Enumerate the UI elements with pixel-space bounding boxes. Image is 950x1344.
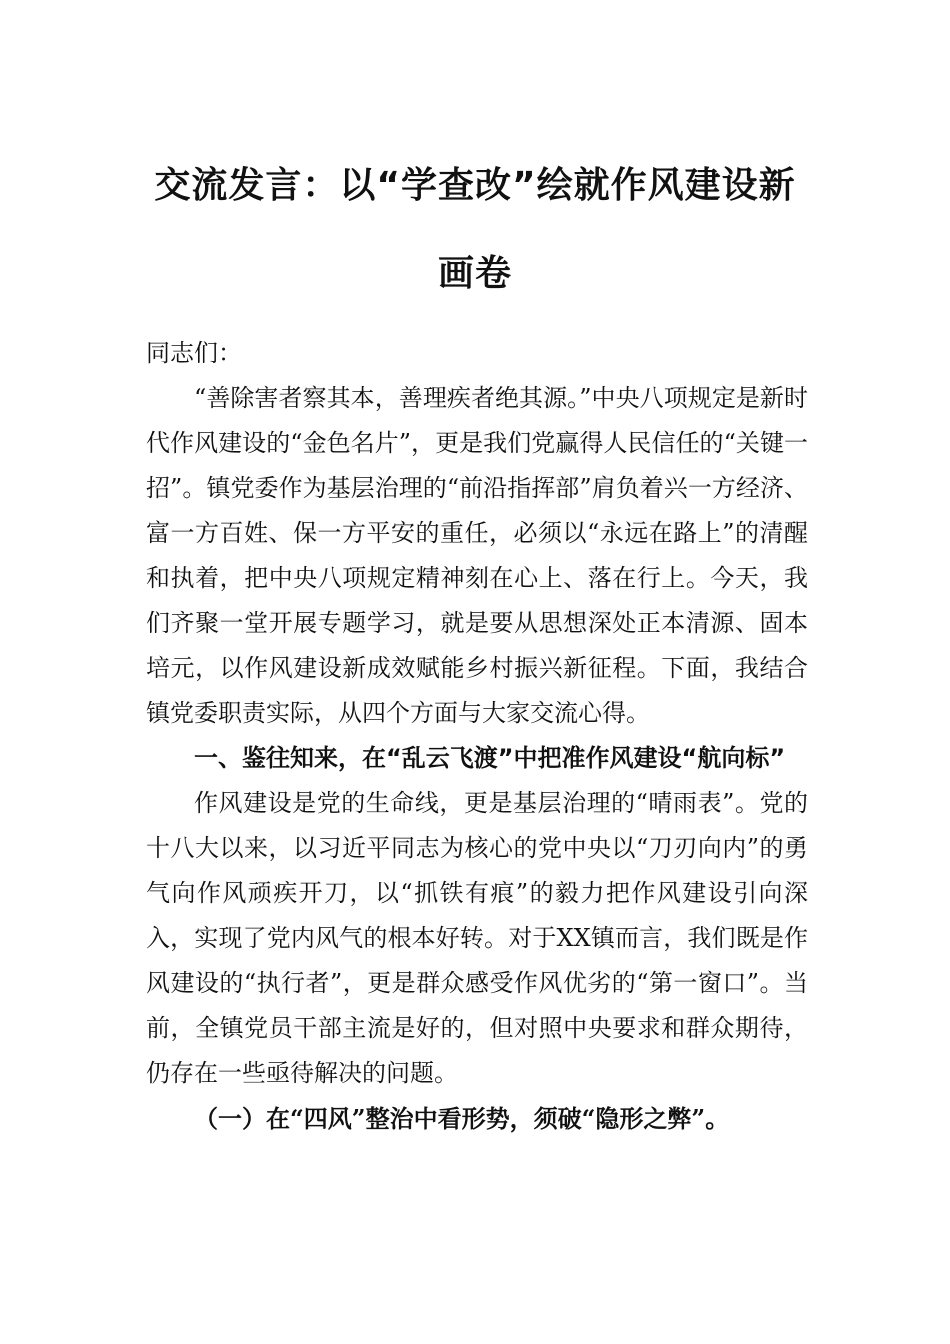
intro-paragraph: “善除害者察其本，善理疾者绝其源。”中央八项规定是新时代作风建设的“金色名片”，更是我们党赢得人民信任的“关键一招”。镇党委作为基层治理的“前沿指挥部”肩负着兴一方经济、富一方百姓、保一方平安的重任，必须以“永远在路上”的清醒和执着，把中央八项规定精神刻在心上、落在行上。今天，我们齐聚一堂开展专题学习，就是要从思想深处正本清源、固本培元，以作风建设新成效赋能乡村振兴新征程。下面，我结合镇党委职责实际，从四个方面与大家交流心得。 — [146, 384, 808, 727]
section-1-paragraph: 作风建设是党的生命线，更是基层治理的“晴雨表”。党的十八大以来，以习近平同志为核心的党中央以“刀刃向内”的勇气向作风顽疾开刀，以“抓铁有痕”的毅力把作风建设引向深入，实现了党内风气的根本好转。对于XX镇而言，我们既是作风建设的“执行者”，更是群众感受作风优劣的“第一窗口”。当前，全镇党员干部主流是好的，但对照中央要求和群众期待，仍存在一些亟待解决的问题。 — [146, 789, 808, 1087]
document-body — [146, 331, 808, 1141]
subsection-1-heading: （一）在“四风”整治中看形势，须破“隐形之弊”。 — [194, 1104, 730, 1133]
document-title: 交流发言：以“学查改”绘就作风建设新画卷 — [154, 165, 796, 294]
greeting: 同志们： — [146, 339, 242, 367]
section-1-heading: 一、鉴往知来，在“乱云飞渡”中把准作风建设“航向标” — [194, 744, 786, 772]
